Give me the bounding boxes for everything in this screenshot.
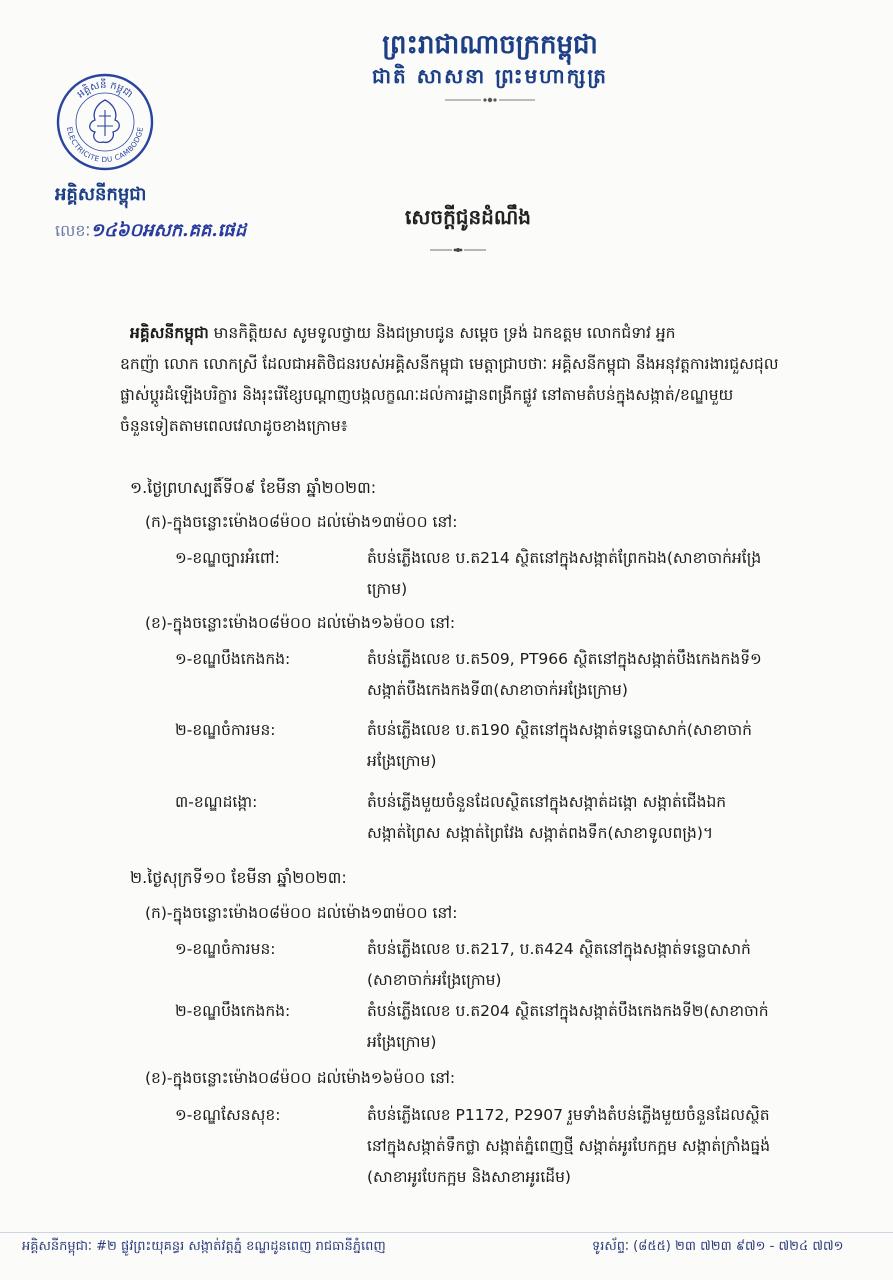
footer-divider [0,1232,893,1233]
kingdom-motto: ជាតិ សាសនា ព្រះមហាក្សត្រ [372,64,608,88]
reference-number [55,218,246,245]
district-description: តំបន់ភ្លើងលេខ P1172, P2907 រួមទាំងតំបន់ភ្លើងមួយចំនួនដែលស្ថិត នៅក្នុងសង្កាត់ទឹកថ្លា សង្កាត់ភ្នំពេញថ្មី សង្កាត់អូរបែកក្អម សង្កាត់ក្រាំងធ្នង់ (សាខាអូរបែកក្អម និងសាខាអូរដើម) [367,1106,771,1186]
day-1-heading: ១.ថ្ងៃព្រហស្បតិ៍ទី០៩ ខែមីនា ឆ្នាំ២០២៣: [130,478,377,497]
district-description: តំបន់ភ្លើងលេខ ប.ត509, PT966 ស្ថិតនៅក្នុងសង្កាត់បឹងកេងកងទី១ សង្កាត់បឹងកេងកងទី៣(សាខាចាក់អង្រែក្រោម) [367,650,762,699]
district-label: ១-ខណ្ឌសែនសុខ: [175,1106,281,1124]
intro-org: អគ្គិសនីកម្ពុជា [130,324,209,342]
district-description: តំបន់ភ្លើងលេខ ប.ត214 ស្ថិតនៅក្នុងសង្កាត់ព្រែកឯង(សាខាចាក់អង្រែ ក្រោម) [367,549,762,598]
district-description: តំបន់ភ្លើងលេខ ប.ត190 ស្ថិតនៅក្នុងសង្កាត់ទន្លេបាសាក់(សាខាចាក់ អង្រែក្រោម) [367,721,752,770]
intro-paragraph [120,318,845,442]
svg-text:អគ្គិសនី កម្ពុជា [75,78,134,100]
page-title: សេចក្តីជូនដំណឹង [405,205,531,229]
day-2-slot-a-heading: (ក)-ក្នុងចន្លោះម៉ោង០៨ម៉០០ ដល់ម៉ោង១៣ម៉០០ នៅ: [145,904,458,922]
seal-top-text: អគ្គិសនី កម្ពុជា [75,79,135,101]
intro-line-2: ឧកញ៉ា លោក លោកស្រី ដែលជាអតិថិជនរបស់អគ្គិសនីកម្ពុជា មេត្តាជ្រាបថាៈ អគ្គិសនីកម្ពុជា នឹងអនុវត្តការងារជួសជុល [120,355,779,373]
title-ornament-icon [430,246,486,254]
district-label: ៣-ខណ្ឌដង្កោ: [175,793,258,811]
intro-line-4: ចំនួនទៀតតាមពេលវេលាដូចខាងក្រោម៖ [120,417,348,435]
footer-phone: ទូរស័ព្ទៈ (៨៥៥) ២៣ ៧២៣ ៩៧១ - ៧២៤ ៧៧១ [592,1239,844,1254]
district-label: ១-ខណ្ឌបឹងកេងកង: [175,650,291,668]
district-description: តំបន់ភ្លើងលេខ ប.ត217, ប.ត424 ស្ថិតនៅក្នុងសង្កាត់ទន្លេបាសាក់ (សាខាចាក់អង្រែក្រោម) [367,940,751,989]
district-label: ២-ខណ្ឌចំការមន: [175,721,276,739]
reference-value: ១៤៦០អសក.គគ.ផេដ [90,220,247,241]
day-1-slot-a-heading: (ក)-ក្នុងចន្លោះម៉ោង០៨ម៉០០ ដល់ម៉ោង១៣ម៉០០ នៅ: [145,513,458,531]
kingdom-title: ព្រះរាជាណាចក្រកម្ពុជា [382,30,598,60]
seal-bottom-text: ELECTRICITE DU CAMBODGE [65,126,145,165]
district-description: តំបន់ភ្លើងមួយចំនួនដែលស្ថិតនៅក្នុងសង្កាត់ដង្កោ សង្កាត់ជើងឯក សង្កាត់ព្រៃស សង្កាត់ព្រៃវែង សង្កាត់ពងទឹក(សាខាទូលពង្រ)។ [367,793,727,842]
intro-line-1: អគ្គិសនីកម្ពុជា មានកិត្តិយស សូមទូលថ្វាយ និងជម្រាបជូន សម្តេច ទ្រង់ ឯកឧត្តម លោកជំទាវ អ្នក [130,324,676,342]
footer-address: អគ្គិសនីកម្ពុជាៈ #២ ផ្លូវព្រះយុគន្ធរ សង្កាត់វត្តភ្នំ ខណ្ឌដូនពេញ រាជធានីភ្នំពេញ [22,1239,386,1254]
seal-icon [55,72,155,172]
district-label: ១-ខណ្ឌច្បារអំពៅ: [175,549,280,567]
kingdom-header [340,28,640,104]
day-2-heading: ២.ថ្ងៃសុក្រទី១០ ខែមីនា ឆ្នាំ២០២៣: [130,868,347,887]
day-2-slot-b-heading: (ខ)-ក្នុងចន្លោះម៉ោង០៨ម៉០០ ដល់ម៉ោង១៦ម៉០០ នៅ: [145,1069,456,1087]
district-label: ១-ខណ្ឌចំការមន: [175,940,276,958]
intro-line-3: ផ្លាស់ប្តូរដំឡើងបរិក្ខារ និងរុះរើខ្សែបណ្តាញបង្កលក្ខណៈដល់ការដ្ឋានពង្រីកផ្លូវ នៅតាមតំបន់ក្នុងសង្កាត់/ខណ្ឌមួយ [120,386,734,404]
reference-label: លេខៈ [55,221,91,240]
day-1-slot-b-heading: (ខ)-ក្នុងចន្លោះម៉ោង០៨ម៉០០ ដល់ម៉ោង១៦ម៉០០ នៅ: [145,614,456,632]
district-label: ២-ខណ្ឌបឹងកេងកង: [175,1002,291,1020]
district-description: តំបន់ភ្លើងលេខ ប.ត204 ស្ថិតនៅក្នុងសង្កាត់បឹងកេងកងទី២(សាខាចាក់ អង្រែក្រោម) [367,1002,769,1051]
ornament-icon [445,96,535,104]
organization-name: អគ្គិសនីកម្ពុជា [55,184,147,205]
